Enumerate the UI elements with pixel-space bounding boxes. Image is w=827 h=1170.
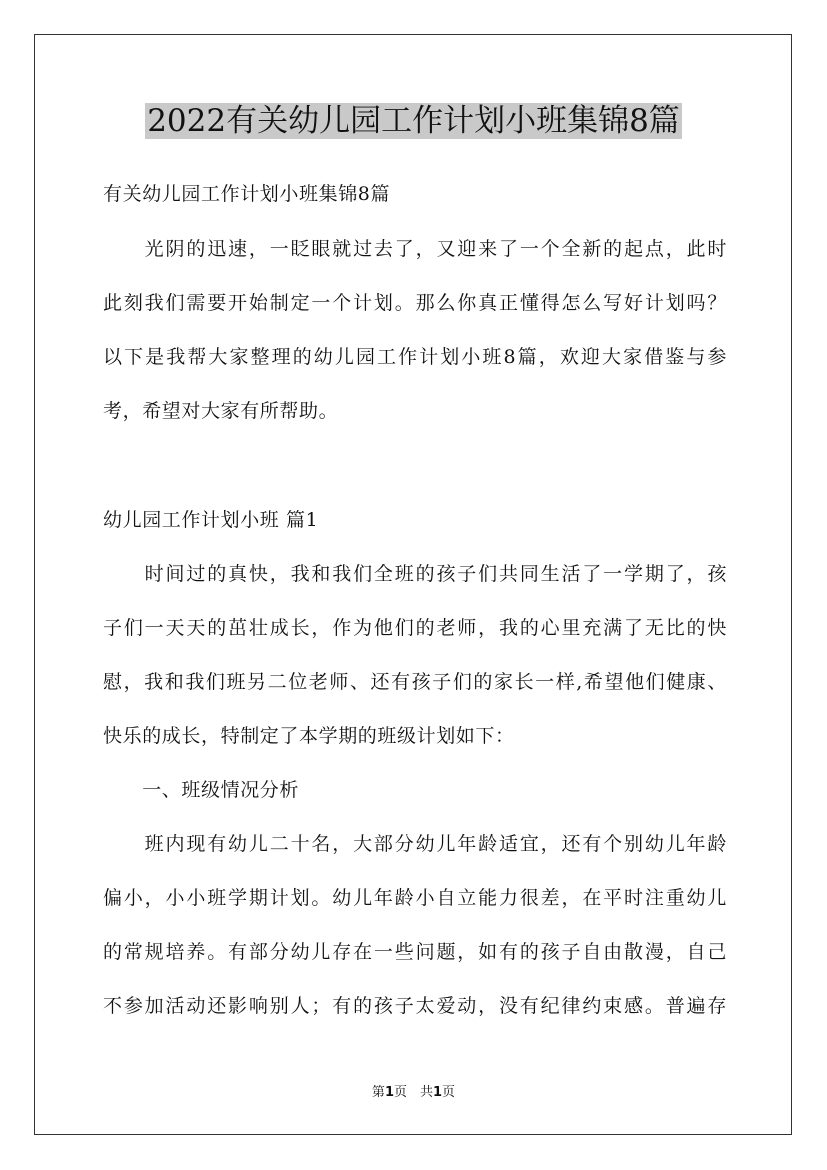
subheading: 一、班级情况分析 — [103, 779, 300, 801]
document-title-text: 2022有关幼儿园工作计划小班集锦8篇 — [147, 103, 680, 139]
analysis-line-4: 不参加活动还影响别人；有的孩子太爱动，没有纪律约束感。普遍存 — [103, 995, 727, 1017]
footer-page-current: 1 — [384, 1085, 394, 1100]
analysis-line-1: 班内现有幼儿二十名，大部分幼儿年龄适宜，还有个别幼儿年龄 — [103, 833, 727, 855]
document-title — [0, 100, 827, 142]
intro-line-1: 光阴的迅速，一眨眼就过去了，又迎来了一个全新的起点，此时 — [103, 238, 727, 260]
footer-page-prefix: 第 — [371, 1085, 385, 1100]
intro-line-4: 考，希望对大家有所帮助。 — [103, 400, 339, 422]
footer-page-mid: 页 共 — [393, 1085, 433, 1100]
footer-page-total: 1 — [433, 1085, 443, 1100]
footer-page-suffix: 页 — [442, 1085, 456, 1100]
section-line-1: 时间过的真快，我和我们全班的孩子们共同生活了一学期了，孩 — [103, 563, 727, 585]
page-footer — [0, 1084, 827, 1102]
section-line-2: 子们一天天的茁壮成长，作为他们的老师，我的心里充满了无比的快 — [103, 617, 727, 639]
analysis-line-3: 的常规培养。有部分幼儿存在一些问题，如有的孩子自由散漫，自己 — [103, 941, 727, 963]
analysis-line-2: 偏小，小小班学期计划。幼儿年龄小自立能力很差，在平时注重幼儿 — [103, 887, 727, 909]
intro-line-2: 此刻我们需要开始制定一个计划。那么你真正懂得怎么写好计划吗？ — [103, 292, 727, 314]
section-line-4: 快乐的成长，特制定了本学期的班级计划如下： — [103, 725, 515, 747]
section-heading: 幼儿园工作计划小班 篇1 — [103, 509, 319, 531]
document-subtitle: 有关幼儿园工作计划小班集锦8篇 — [103, 183, 391, 205]
intro-line-3: 以下是我帮大家整理的幼儿园工作计划小班8篇，欢迎大家借鉴与参 — [103, 346, 727, 368]
section-line-3: 慰，我和我们班另二位老师、还有孩子们的家长一样,希望他们健康、 — [103, 671, 727, 693]
